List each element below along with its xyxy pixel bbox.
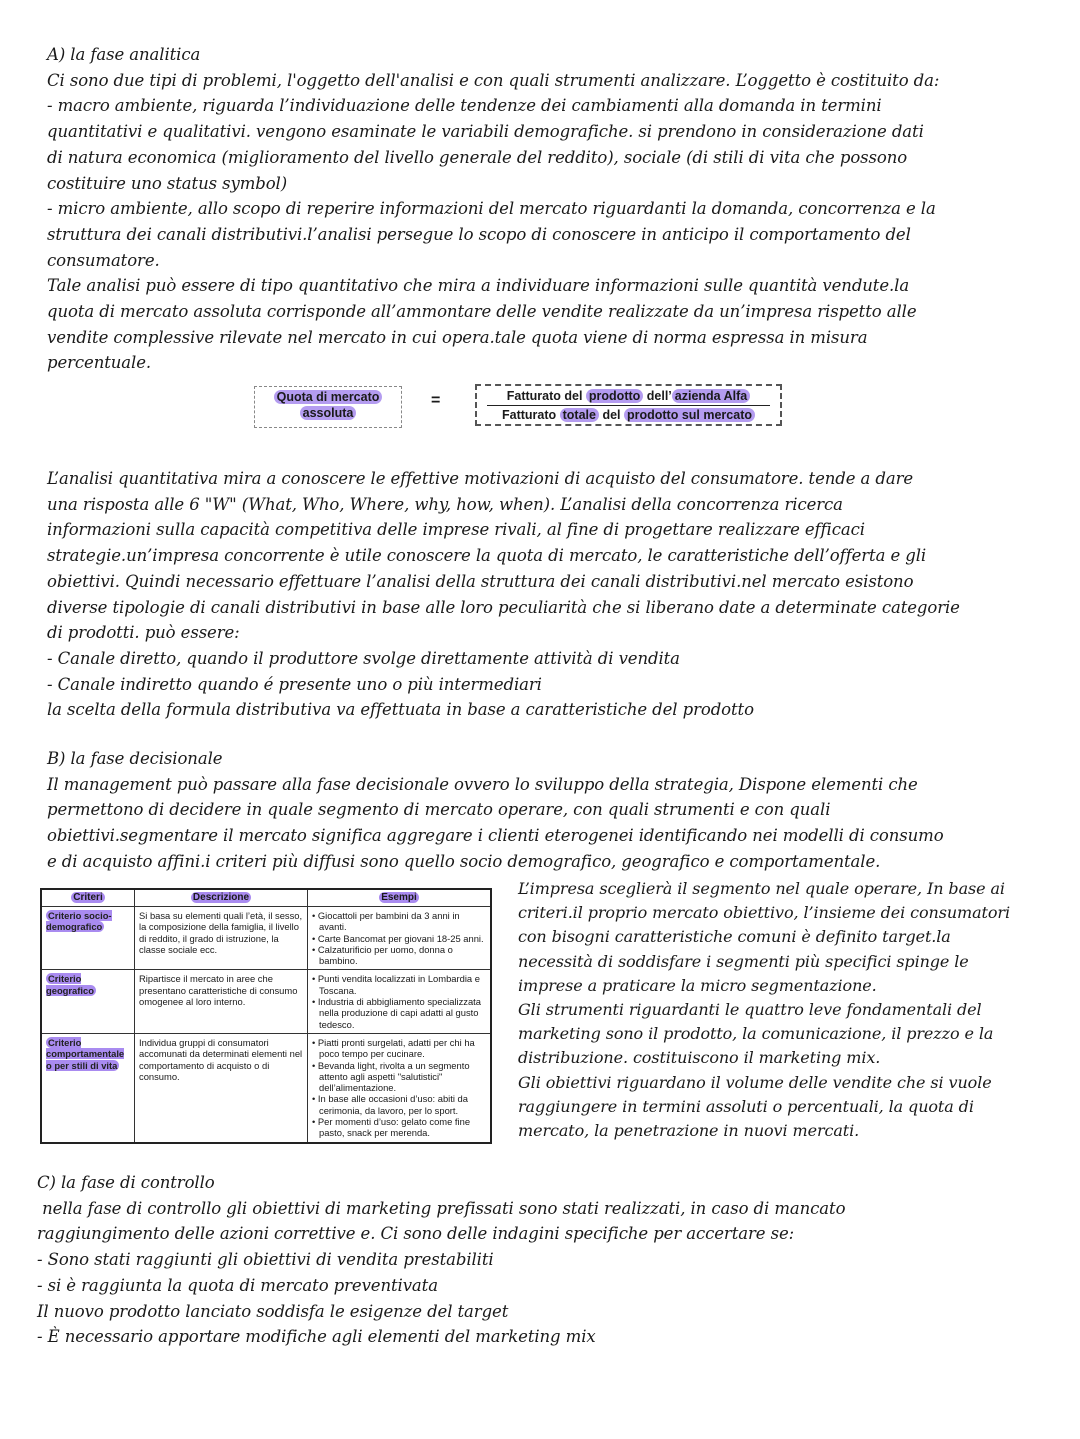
section-a-continued	[47, 466, 1037, 723]
example-item: • In base alle occasioni d’uso: abiti da cerimonia, da lavoro, per lo sport.	[312, 1093, 468, 1116]
paragraph-line: struttura dei canali distributivi.l’analisi persegue lo scopo di conoscere in anticipo il comportamento del	[47, 224, 911, 244]
numerator-text: Fatturato del	[506, 389, 586, 403]
formula-denominator	[477, 406, 780, 424]
paragraph-line: mercato, la penetrazione in nuovi mercati.	[518, 1121, 860, 1141]
paragraph-line: nella fase di controllo gli obiettivi di marketing prefissati sono stati realizzati, in caso di mancato	[37, 1198, 846, 1218]
table-header-row	[41, 889, 491, 907]
example-item: • Piatti pronti surgelati, adatti per chi ha poco tempo per cucinare.	[312, 1036, 475, 1060]
header-label: Criteri	[73, 892, 103, 904]
paragraph-line: criteri.il proprio mercato obiettivo, l’insieme dei consumatori	[518, 903, 1010, 923]
header-label: Esempi	[381, 892, 417, 904]
example-item: • Per momenti d’uso: gelato come fine pasto, snack per merenda.	[312, 1116, 471, 1139]
denominator-highlight: prodotto sul mercato	[624, 408, 755, 422]
paragraph-line: Il management può passare alla fase decisionale ovvero lo sviluppo della strategia, Dispone elementi che	[47, 774, 918, 794]
criterion-cell	[41, 907, 135, 970]
section-b-side-text	[518, 877, 1023, 1143]
paragraph-line: con bisogni caratteristiche comuni è definito target.la	[518, 927, 951, 947]
example-item: • Industria di abbigliamento specializzata nella produzione di capi adatti al gusto tedesco.	[312, 996, 482, 1030]
paragraph-line: L’impresa sceglierà il segmento nel quale operare, In base ai	[518, 879, 1005, 898]
paragraph-line: raggiungere in termini assoluti o percentuali, la quota di	[518, 1096, 974, 1116]
section-c	[37, 1170, 1027, 1350]
formula-lhs-line1: Quota di mercato	[274, 390, 383, 404]
table-row	[41, 1033, 491, 1142]
paragraph-line: obiettivi. Quindi necessario effettuare l’analisi della struttura dei canali distributivi.nel mercato esistono	[47, 571, 914, 591]
paragraph-line: - Canale indiretto quando é presente uno o più intermediari	[47, 674, 542, 694]
market-share-formula	[248, 380, 793, 436]
paragraph-line: quota di mercato assoluta corrisponde all’ammontare delle vendite realizzate da un’impresa rispetto alle	[47, 302, 917, 322]
paragraph-line: di prodotti. può essere:	[47, 623, 240, 643]
paragraph-line: imprese a praticare la micro segmentazione.	[518, 975, 877, 995]
table-header	[308, 889, 492, 907]
paragraph-line: e di acquisto affini.i criteri più diffusi sono quello socio demografico, geografico e comportamentale.	[47, 851, 881, 871]
table-row	[41, 970, 491, 1033]
denominator-text: del	[598, 408, 624, 422]
paragraph-line: Il nuovo prodotto lanciato soddisfa le esigenze del target	[37, 1301, 509, 1321]
example-item: • Carte Bancomat per giovani 18-25 anni.	[312, 932, 484, 944]
denominator-highlight: totale	[560, 408, 599, 422]
paragraph-line: - si è raggiunta la quota di mercato preventivata	[37, 1275, 438, 1295]
examples-cell	[308, 1033, 492, 1142]
paragraph-line: quantitativi e qualitativi. vengono esaminate le variabili demografiche. si prendono in considerazione dati	[47, 122, 924, 142]
paragraph-line: distribuzione. costituiscono il marketing mix.	[518, 1048, 881, 1068]
paragraph-line: costituire uno status symbol)	[47, 173, 288, 193]
paragraph-line: - È necessario apportare modifiche agli elementi del marketing mix	[37, 1327, 596, 1347]
section-a	[47, 42, 1037, 376]
formula-equals: =	[431, 392, 441, 409]
example-text: Giocattoli per bambini da 3 anni in avanti.	[317, 910, 460, 933]
numerator-highlight: azienda Alfa	[672, 389, 750, 403]
formula-lhs	[254, 386, 402, 428]
paragraph-line: Ci sono due tipi di problemi, l'oggetto dell'analisi e con quali strumenti analizzare. L’oggetto è costituito da:	[47, 70, 940, 90]
denominator-text: Fatturato	[501, 408, 560, 422]
section-b	[47, 746, 1037, 875]
criterion-label: Criterio geografico	[46, 973, 94, 996]
example-text: Carte Bancomat per giovani 18-25 anni.	[317, 932, 484, 944]
criterion-cell	[41, 1033, 135, 1142]
paragraph-line: di natura economica (miglioramento del livello generale del reddito), sociale (di stili di vita che possono	[47, 147, 908, 167]
paragraph-line: Gli strumenti riguardanti le quattro leve fondamentali del	[518, 1000, 982, 1020]
example-item: • Calzaturificio per uomo, donna o bambino.	[312, 943, 453, 967]
formula-lhs-line2: assoluta	[300, 406, 357, 420]
paragraph-line: la scelta della formula distributiva va effettuata in base a caratteristiche del prodotto	[47, 700, 754, 720]
example-text: Calzaturificio per uomo, donna o bambino.	[317, 943, 453, 967]
criterion-label: Criterio comportamentale o per stili di vita	[46, 1036, 125, 1071]
paragraph-line: strategie.un’impresa concorrente è utile conoscere la quota di mercato, le caratteristiche dell’offerta e gli	[47, 546, 927, 566]
example-text: Punti vendita localizzati in Lombardia e Toscana.	[317, 973, 480, 996]
paragraph-line: permettono di decidere in quale segmento di mercato operare, con quali strumenti e con quali	[47, 800, 831, 820]
table-header	[135, 889, 308, 907]
examples-cell	[308, 907, 492, 970]
paragraph-line: - macro ambiente, riguarda l’individuazione delle tendenze dei cambiamenti alla domanda in termini	[47, 96, 882, 116]
paragraph-line: vendite complessive rilevate nel mercato in cui opera.tale quota viene di norma espressa in misura	[47, 327, 868, 347]
example-text: In base alle occasioni d’uso: abiti da cerimonia, da lavoro, per lo sport.	[317, 1093, 468, 1116]
paragraph-line: informazioni sulla capacità competitiva delle imprese rivali, al fine di progettare realizzare efficaci	[47, 520, 865, 540]
numerator-highlight: prodotto	[586, 389, 643, 403]
criterion-label: Criterio socio-demografico	[46, 910, 112, 933]
paragraph-line: - Sono stati raggiunti gli obiettivi di vendita prestabiliti	[37, 1250, 494, 1270]
example-text: Industria di abbigliamento specializzata nella produzione di capi adatti al gusto tedesco.	[317, 996, 482, 1030]
table-header	[41, 889, 135, 907]
section-c-title: C) la fase di controllo	[37, 1173, 215, 1192]
section-a-title: A) la fase analitica	[47, 45, 201, 64]
paragraph-line: necessità di soddisfare i segmenti più specifici spinge le	[518, 951, 969, 971]
paragraph-line: diverse tipologie di canali distributivi in base alle loro peculiarità che si liberano date a determinate categorie	[47, 597, 960, 617]
segmentation-criteria-table	[40, 888, 492, 1144]
section-b-title: B) la fase decisionale	[47, 749, 223, 768]
paragraph-line: L’analisi quantitativa mira a conoscere le effettive motivazioni di acquisto del consumatore. tende a dare	[47, 469, 914, 488]
table-row	[41, 907, 491, 970]
numerator-text: dell’	[643, 389, 672, 403]
formula-rhs	[475, 384, 782, 426]
paragraph-line: percentuale.	[47, 353, 152, 373]
paragraph-line: Tale analisi può essere di tipo quantitativo che mira a individuare informazioni sulle quantità vendute.la	[47, 276, 910, 296]
paragraph-line: Gli obiettivi riguardano il volume delle vendite che si vuole	[518, 1072, 992, 1092]
formula-numerator	[487, 388, 770, 406]
example-text: Per momenti d’uso: gelato come fine pasto, snack per merenda.	[317, 1116, 471, 1139]
description-cell: Ripartisce il mercato in aree che presentano caratteristiche di consumo omogenee al loro interno.	[135, 970, 308, 1033]
examples-cell	[308, 970, 492, 1033]
criterion-cell	[41, 970, 135, 1033]
header-label: Descrizione	[192, 892, 250, 904]
paragraph-line: marketing sono il prodotto, la comunicazione, il prezzo e la	[518, 1024, 994, 1044]
paragraph-line: raggiungimento delle azioni correttive e. Ci sono delle indagini specifiche per accertare se:	[37, 1224, 795, 1244]
paragraph-line: - micro ambiente, allo scopo di reperire informazioni del mercato riguardanti la domanda, concorrenza e la	[47, 199, 936, 219]
example-text: Bevanda light, rivolta a un segmento attento agli aspetti "salutistici" dell’alimentazione.	[317, 1059, 470, 1094]
example-item: • Bevanda light, rivolta a un segmento attento agli aspetti "salutistici" dell’alimentazione.	[312, 1059, 470, 1094]
paragraph-line: consumatore.	[47, 250, 160, 270]
example-item: • Giocattoli per bambini da 3 anni in avanti.	[312, 910, 460, 933]
paragraph-line: obiettivi.segmentare il mercato significa aggregare i clienti eterogenei identificando nei modelli di consumo	[47, 826, 944, 846]
paragraph-line: una risposta alle 6 "W" (What, Who, Where, why, how, when). L’analisi della concorrenza ricerca	[47, 494, 843, 514]
example-text: Piatti pronti surgelati, adatti per chi ha poco tempo per cucinare.	[317, 1036, 475, 1060]
description-cell: Individua gruppi di consumatori accomunati da determinati elementi nel comportamento di acquisto o di consumo.	[135, 1033, 308, 1142]
paragraph-line: - Canale diretto, quando il produttore svolge direttamente attività di vendita	[47, 648, 680, 668]
description-cell: Si basa su elementi quali l’età, il sesso, la composizione della famiglia, il livello di reddito, il grado di istruzione, la classe sociale ecc.	[135, 907, 308, 970]
example-item: • Punti vendita localizzati in Lombardia e Toscana.	[312, 973, 480, 996]
